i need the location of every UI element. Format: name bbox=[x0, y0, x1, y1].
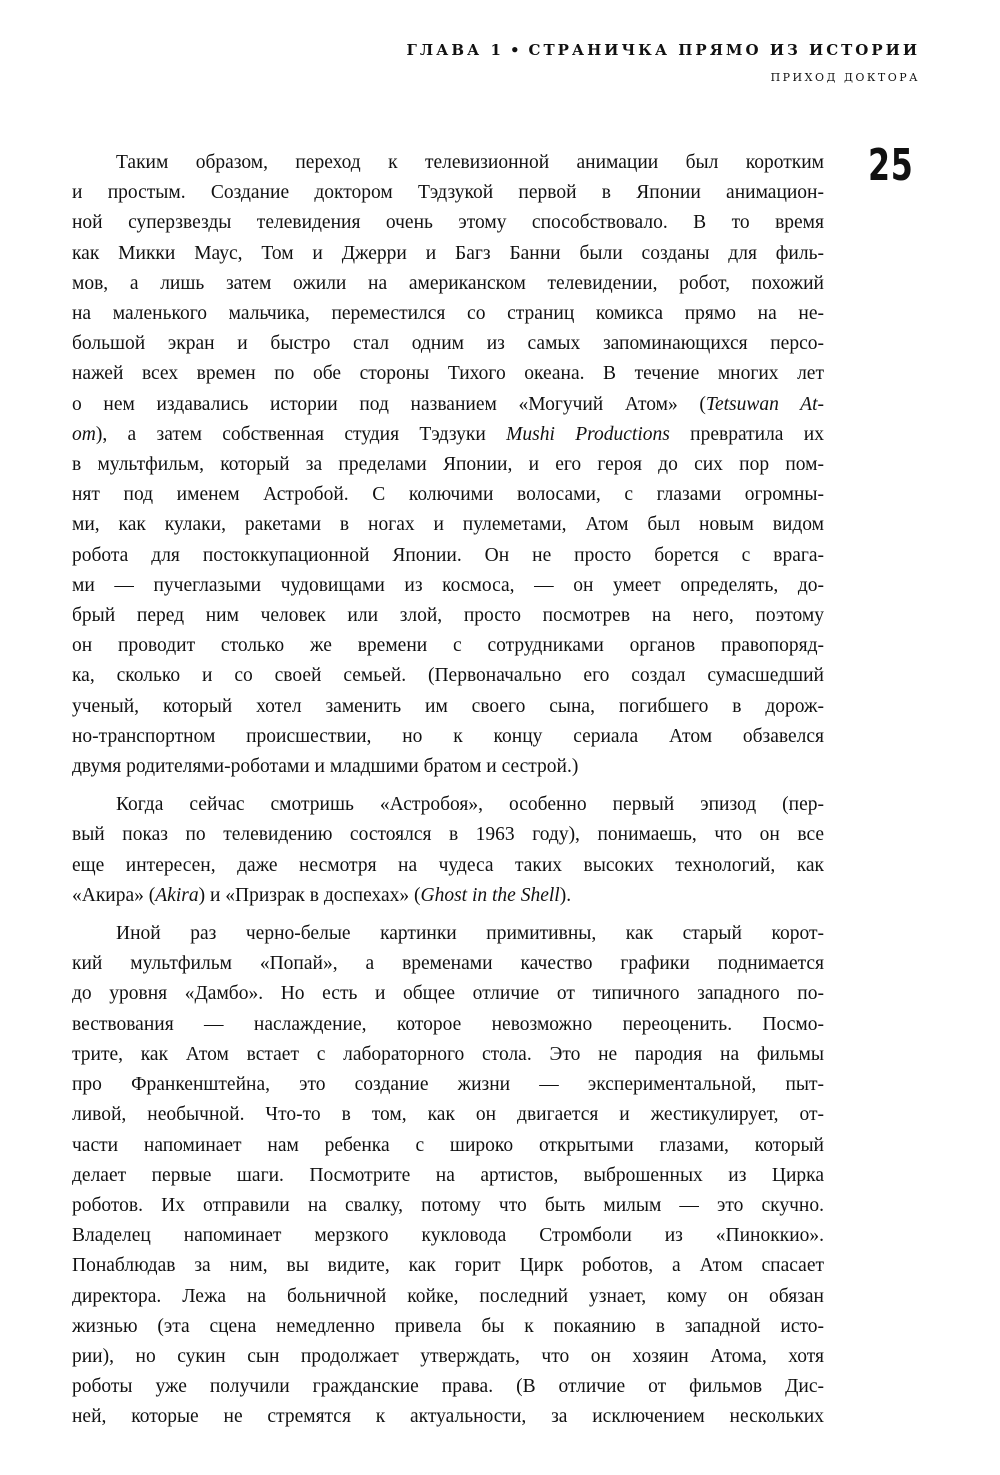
text-line: ученый, который хотел заменить им своего сына, погибшего в дорож- bbox=[72, 695, 824, 717]
text-line: еще интересен, даже несмотря на чудеса таких высоких технологий, как bbox=[72, 854, 824, 876]
chapter-heading bbox=[407, 40, 920, 60]
text-line: до уровня «Дамбо». Но есть и общее отличие от типичного западного по- bbox=[72, 983, 824, 1005]
text-line: брый перед ним человек или злой, просто посмотрев на него, поэтому bbox=[72, 605, 824, 627]
text-line: и простым. Создание доктором Тэдзукой первой в Японии анимацион- bbox=[72, 182, 824, 204]
text-line: ней, которые не стремятся к актуальности, за исключением нескольких bbox=[72, 1406, 824, 1428]
text-line: про Франкенштейна, это создание жизни — экспериментальной, пыт- bbox=[72, 1074, 824, 1096]
text-line: Когда сейчас смотришь «Астробоя», особенно первый эпизод (пер- bbox=[116, 794, 824, 816]
italic-title: om bbox=[72, 423, 96, 445]
text-line: роботы уже получили гражданские права. (В отличие от фильмов Дис- bbox=[72, 1376, 824, 1398]
text-line-mixed bbox=[72, 881, 824, 911]
text-line: ми, как кулаки, ракетами в ногах и пулеметами, Атом был новым видом bbox=[72, 514, 824, 536]
italic-title: Akira bbox=[155, 884, 199, 906]
chapter-title: СТРАНИЧКА ПРЯМО ИЗ ИСТОРИИ bbox=[528, 41, 920, 59]
chapter-label: ГЛАВА 1 bbox=[406, 41, 504, 59]
page-number: 25 bbox=[868, 140, 914, 191]
italic-title: Ghost in the Shell bbox=[420, 884, 560, 906]
text-run: ). bbox=[559, 884, 572, 906]
text-line: большой экран и быстро стал одним из самых запоминающихся персо- bbox=[72, 333, 824, 355]
text-line-mixed bbox=[72, 420, 824, 450]
text-line: мов, а лишь затем ожили на американском телевидении, робот, похожий bbox=[72, 272, 824, 294]
text-line: как Микки Маус, Том и Джерри и Багз Банни были созданы для филь- bbox=[72, 242, 824, 264]
text-line: директора. Лежа на больничной койке, последний узнает, кому он обязан bbox=[72, 1285, 824, 1307]
paragraph-3 bbox=[72, 919, 824, 1432]
text-line: вый показ по телевидению состоялся в 1963 году), понимаешь, что он все bbox=[72, 824, 824, 846]
text-line: двумя родителями-роботами и младшими братом и сестрой.) bbox=[72, 756, 579, 778]
text-line: вествования — наслаждение, которое невозможно переоценить. Посмо- bbox=[72, 1013, 824, 1035]
text-line: на маленького мальчика, переместился со страниц комикса прямо на не- bbox=[72, 303, 824, 325]
text-line: нажей всех времен по обе стороны Тихого океана. В течение многих лет bbox=[72, 363, 824, 385]
section-title: ПРИХОД ДОКТОРА bbox=[770, 71, 920, 84]
text-line: трите, как Атом встает с лабораторного стола. Это не пародия на фильмы bbox=[72, 1043, 824, 1065]
text-run: ), а затем собственная студия Тэдзуки bbox=[95, 423, 507, 445]
text-line: Иной раз черно-белые картинки примитивны, как старый корот- bbox=[116, 923, 824, 945]
text-line: ми — пучеглазыми чудовищами из космоса, — он умеет определять, до- bbox=[72, 574, 824, 596]
separator-dot: • bbox=[509, 41, 523, 59]
body-text bbox=[72, 148, 824, 1441]
text-run: о нем издавались истории под названием «Могучий Атом» ( bbox=[72, 393, 706, 415]
text-line: он проводит столько же времени с сотрудниками органов правопоряд- bbox=[72, 635, 824, 657]
text-line: ной суперзвезды телевидения очень этому способствовало. В то время bbox=[72, 212, 824, 234]
text-line-mixed bbox=[72, 390, 824, 420]
text-line: ка, сколько и со своей семьей. (Первоначально его создал сумасшедший bbox=[72, 665, 824, 687]
text-line: но-транспортном происшествии, но к концу сериала Атом обзавелся bbox=[72, 725, 824, 747]
text-line: делает первые шаги. Посмотрите на артистов, выброшенных из Цирка bbox=[72, 1164, 824, 1186]
italic-title: Tetsuwan At- bbox=[705, 393, 824, 415]
text-line: кий мультфильм «Попай», а временами качество графики поднимается bbox=[72, 953, 824, 975]
text-run: ) и «Призрак в доспехах» ( bbox=[198, 884, 421, 906]
text-line: нят под именем Астробой. С колючими волосами, с глазами огромны- bbox=[72, 484, 824, 506]
text-line: жизнью (эта сцена немедленно привела бы к покаянию в западной исто- bbox=[72, 1315, 824, 1337]
text-line: Владелец напоминает мерзкого кукловода Стромболи из «Пиноккио». bbox=[72, 1225, 824, 1247]
text-run: «Акира» ( bbox=[72, 884, 156, 906]
text-line: части напоминает нам ребенка с широко открытыми глазами, который bbox=[72, 1134, 824, 1156]
running-head bbox=[407, 40, 920, 86]
text-line: роботов. Их отправили на свалку, потому что быть милым — это скучно. bbox=[72, 1194, 824, 1216]
italic-title: Mushi Productions bbox=[506, 423, 670, 445]
text-line: Понаблюдав за ним, вы видите, как горит Цирк роботов, а Атом спасает bbox=[72, 1255, 824, 1277]
text-line: в мультфильм, который за пределами Японии, и его героя до сих пор пом- bbox=[72, 454, 824, 476]
text-line: рии), но сукин сын продолжает утверждать, что он хозяин Атома, хотя bbox=[72, 1345, 824, 1367]
text-line: робота для постоккупационной Японии. Он не просто борется с врага- bbox=[72, 544, 824, 566]
paragraph-2 bbox=[72, 790, 824, 911]
text-line: ливой, необычной. Что-то в том, как он двигается и жестикулирует, от- bbox=[72, 1104, 824, 1126]
text-run: превратила их bbox=[669, 423, 824, 445]
paragraph-1 bbox=[72, 148, 824, 782]
text-line: Таким образом, переход к телевизионной анимации был коротким bbox=[116, 152, 824, 173]
